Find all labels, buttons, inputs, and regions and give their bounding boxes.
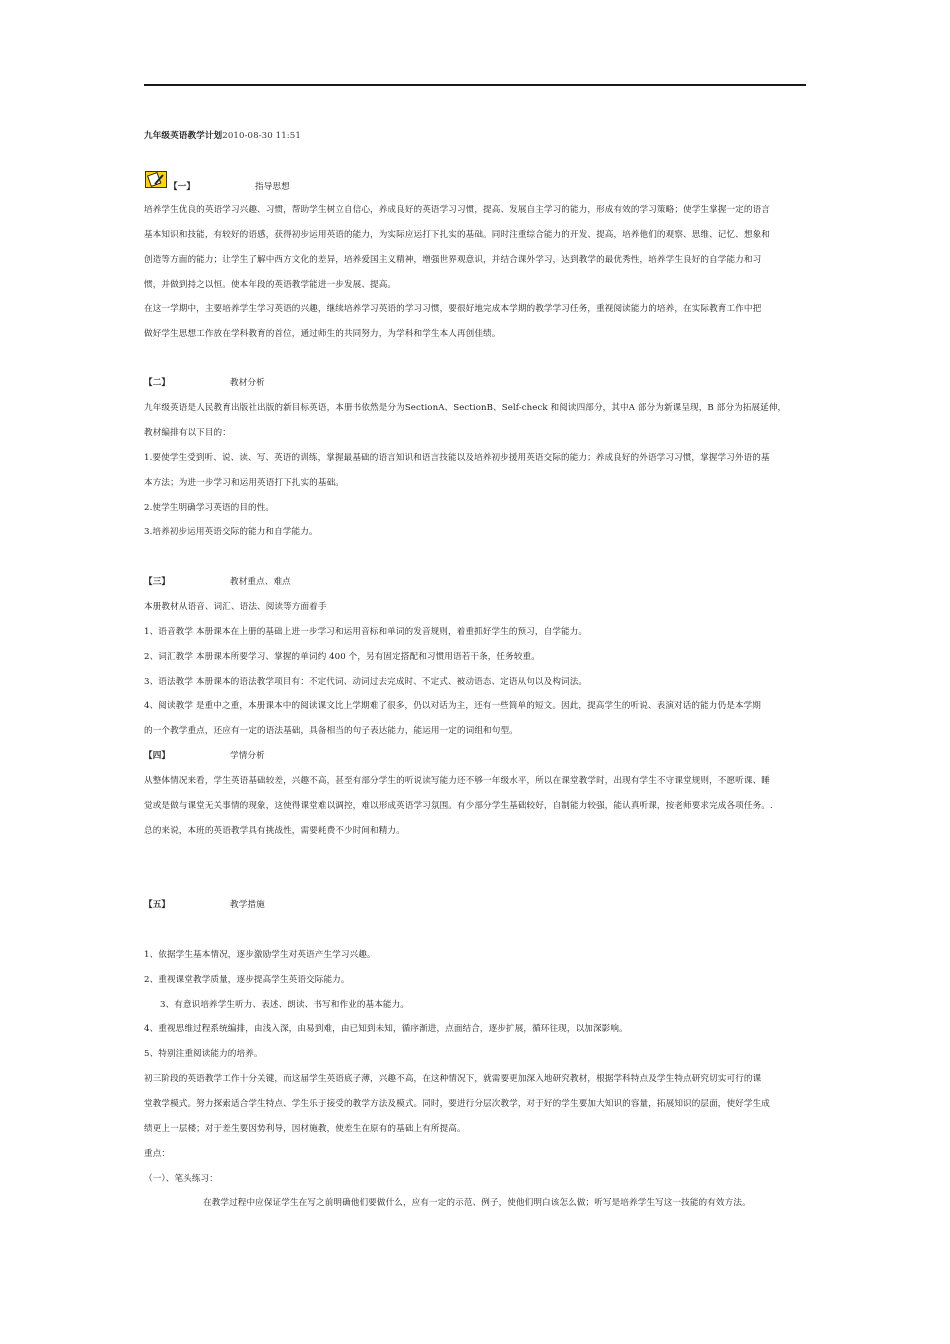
paragraph-line: 2.使学生明确学习英语的目的性。 [144, 503, 275, 513]
paragraph-line: 初三阶段的英语教学工作十分关键，而这届学生英语底子薄，兴趣不高，在这种情况下，就需要更加深入地研究教材，根据学科特点及学生特点研究切实可行的课 [144, 1074, 762, 1084]
paragraph-line: 从整体情况来看，学生英语基础较差，兴趣不高，甚至有部分学生的听说读写能力还不够一年级水平，所以在课堂教学时，出现有学生不守课堂规则，不愿听课、睡 [144, 776, 770, 786]
section-3-heading: 【三】 教材重点、难点 [144, 577, 291, 587]
paragraph-line: 本册教材从语音、词汇、语法、阅读等方面着手 [144, 602, 327, 612]
paragraph-line: 3.培养初步运用英语交际的能力和自学能力。 [144, 527, 318, 537]
list-item: 4、重视思维过程系统编排，由浅入深，由易到难，由已知到未知，循序渐进，点面结合，逐步扩展，循环往现，以加深影响。 [144, 1024, 628, 1034]
paragraph-line: 觉或是做与课堂无关事情的现象，这使得课堂难以调控，难以形成英语学习氛围。有少部分学生基础较好，自制能力较强，能认真听课，按老师要求完成各项任务。. [144, 801, 773, 811]
title-text: 九年级英语教学计划 [144, 131, 223, 141]
top-divider [144, 84, 806, 86]
paragraph-line: 重点： [144, 1149, 171, 1159]
paragraph-line: 本方法；为进一步学习和运用英语打下扎实的基础。 [144, 478, 344, 488]
paragraph-line: 的一个教学重点，还应有一定的语法基础，具备相当的句子表达能力，能运用一定的词组和句型。 [144, 726, 518, 736]
document-title [144, 130, 301, 142]
paragraph-line: 绩更上一层楼；对于差生要因势利导，因材施教，使差生在原有的基础上有所提高。 [144, 1124, 466, 1134]
list-item: 5、特别注重阅读能力的培养。 [144, 1049, 263, 1059]
paragraph-line: 4、阅读教学 是重中之重，本册课本中的阅读课文比上学期难了很多，仍以对话为主，还有一些简单的短文。因此，提高学生的听说、表演对话的能力仍是本学期 [144, 701, 761, 711]
list-item: 2、重视课堂教学质量，逐步提高学生英语交际能力。 [144, 975, 350, 985]
section-1-heading: 【一】 指导思想 [169, 182, 290, 192]
list-item: 3、有意识培养学生听力、表述、朗读、书写和作业的基本能力。 [160, 1000, 409, 1010]
paragraph-line: 在教学过程中应保证学生在写之前明确他们要做什么，应有一定的示范、例子，使他们明白该怎么做；听写是培养学生写这一技能的有效方法。 [203, 1198, 751, 1208]
pen-paper-icon [145, 171, 167, 188]
paragraph-line: 1、语音教学 本册课本在上册的基础上进一步学习和运用音标和单词的发音规则，着重抓好学生的预习，自学能力。 [144, 627, 588, 637]
paragraph-line: 总的来说，本班的英语教学具有挑战性，需要耗费不少时间和精力。 [144, 826, 405, 836]
paragraph-line: 在这一学期中，主要培养学生学习英语的兴趣，继续培养学习英语的学习习惯，要很好地完成本学期的教学学习任务，重视阅读能力的培养，在实际教育工作中把 [144, 304, 762, 314]
list-item: 1、依据学生基本情况，逐步激励学生对英语产生学习兴趣。 [144, 950, 376, 960]
publish-date: 2010-08-30 11:51 [222, 131, 301, 141]
paragraph-line: 做好学生思想工作放在学科教育的首位，通过师生的共同努力，为学科和学生本人再创佳绩。 [144, 329, 501, 339]
section-5-heading: 【五】 教学措施 [144, 900, 265, 910]
paragraph-line: 惯，并做到持之以恒。使本年段的英语教学能进一步发展、提高。 [144, 280, 397, 290]
paragraph-line: 九年级英语是人民教育出版社出版的新目标英语，本册书依然是分为SectionA、SectionB、Self-check 和阅读四部分，其中A 部分为新课呈现，B 部分为拓展延伸， [144, 403, 787, 413]
paragraph-line: 3、语法教学 本册课本的语法教学项目有：不定代词、动词过去完成时、不定式、被动语态、定语从句以及构词法。 [144, 677, 588, 687]
paragraph-line: 创造等方面的能力；让学生了解中西方文化的差异，培养爱国主义精神，增强世界观意识，并结合课外学习，达到教学的最优秀性，培养学生良好的自学能力和习 [144, 255, 762, 265]
paragraph-line: 堂教学模式。努力探索适合学生特点、学生乐于接受的教学方法及模式。同时，要进行分层次教学，对于好的学生要加大知识的容量，拓展知识的层面，使好学生成 [144, 1099, 770, 1109]
paragraph-line: 基本知识和技能，有较好的语感，获得初步运用英语的能力，为实际应运打下扎实的基础。同时注重综合能力的开发、提高，培养他们的观察、思维、记忆、想象和 [144, 230, 770, 240]
section-2-heading: 【二】 教材分析 [144, 378, 265, 388]
paragraph-line: 教材编排有以下目的： [144, 428, 231, 438]
section-4-heading: 【四】 学情分析 [144, 751, 265, 761]
paragraph-line: 2、词汇教学 本册课本所要学习、掌握的单词约 400 个，另有固定搭配和习惯用语若干条，任务较重。 [144, 652, 540, 662]
paragraph-line: 培养学生优良的英语学习兴趣、习惯，帮助学生树立自信心，养成良好的英语学习习惯，提高、发展自主学习的能力，形成有效的学习策略；使学生掌握一定的语言 [144, 205, 770, 215]
paragraph-line: 1.要使学生受到听、说、读、写、英语的训练，掌握最基础的语言知识和语言技能以及培养初步援用英语交际的能力；养成良好的外语学习习惯，掌握学习外语的基 [144, 453, 770, 463]
paragraph-line: （一）、笔头练习： [144, 1174, 218, 1184]
